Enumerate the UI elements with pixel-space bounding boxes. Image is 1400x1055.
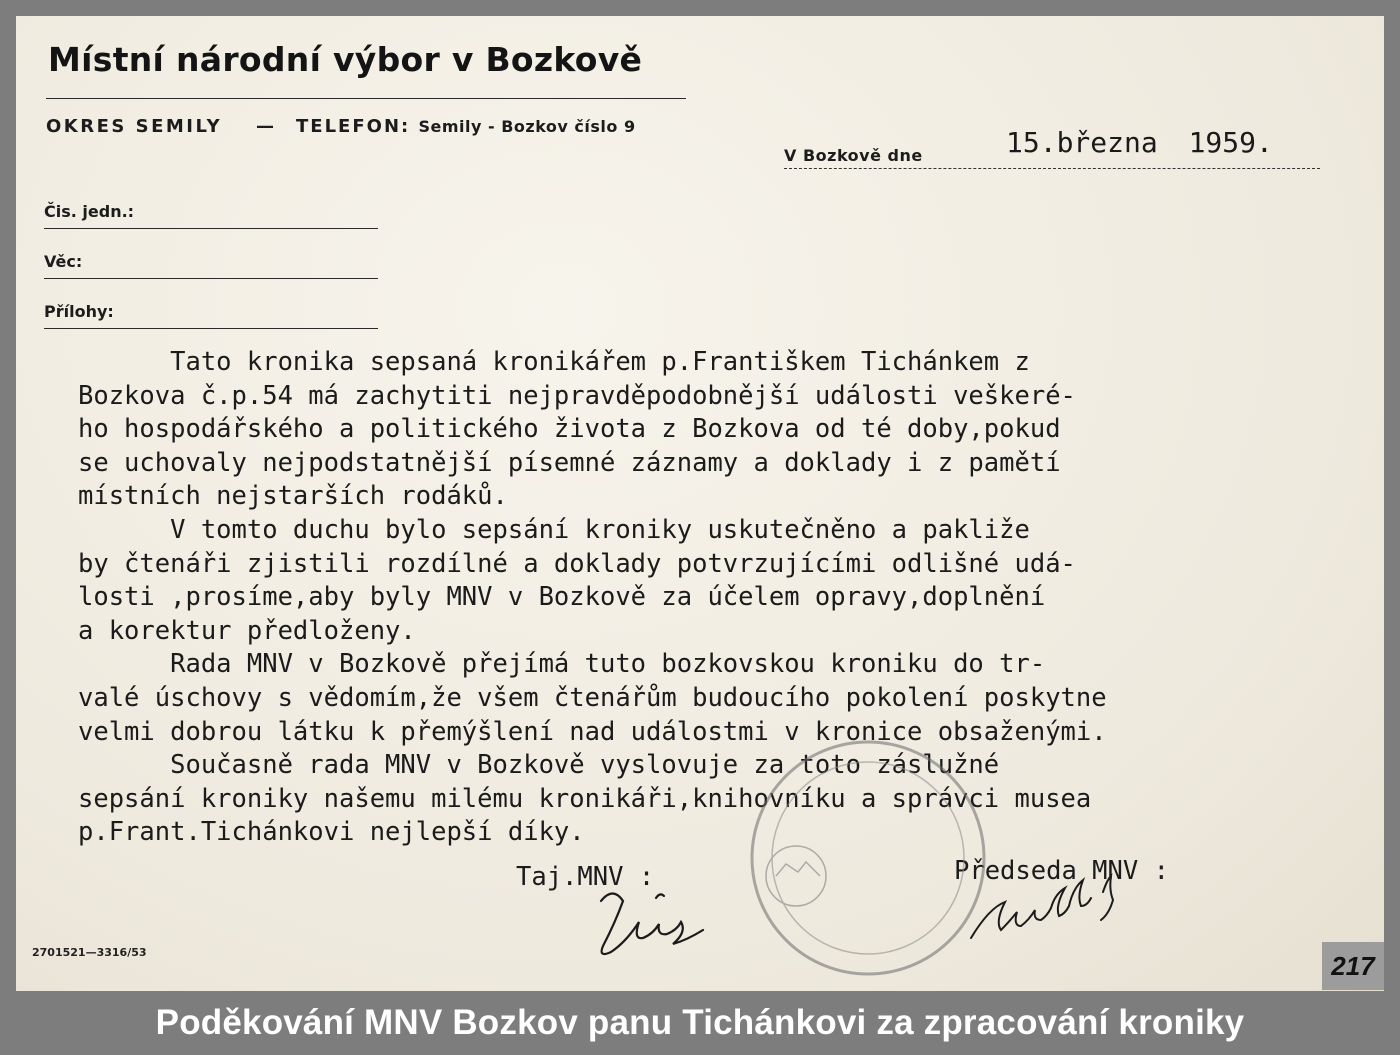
- signature-secretary-icon: [601, 894, 703, 955]
- reference-number-label: Čis. jedn.:: [44, 202, 135, 221]
- body-line: velmi dobrou látku k přemýšlení nad událostmi v kronice obsaženými.: [78, 716, 1107, 747]
- chairman-label: Předseda MNV :: [954, 856, 1169, 886]
- body-line: by čtenáři zjistili rozdílné a doklady potvrzujícími odlišné udá-: [78, 548, 1076, 579]
- body-line: sepsání kroniky našemu milému kronikáři,knihovníku a správci musea: [78, 783, 1092, 814]
- stamp-and-signatures: [16, 16, 1384, 991]
- letterhead-title: Místní národní výbor v Bozkově: [48, 40, 643, 79]
- attachments-label: Přílohy:: [44, 302, 114, 321]
- page-number-badge: 217: [1322, 942, 1384, 990]
- subject-label: Věc:: [44, 252, 83, 271]
- body-line: se uchovaly nejpodstatnější písemné záznamy a doklady i z pamětí: [78, 447, 1061, 478]
- phone-label: TELEFON:: [296, 116, 411, 137]
- letterhead-district: OKRES SEMILY: [46, 116, 223, 137]
- body-line: Rada MNV v Bozkově přejímá tuto bozkovskou kroniku do tr-: [78, 649, 1046, 680]
- phone-value: Semily - Bozkov číslo 9: [418, 117, 636, 136]
- body-line: ho hospodářského a politického života z Bozkova od té doby,pokud: [78, 414, 1061, 445]
- date-value: 15.března 1959.: [1006, 126, 1273, 159]
- date-label: V Bozkově dne: [784, 146, 923, 165]
- body-line: Tato kronika sepsaná kronikářem p.Františkem Tichánkem z: [78, 347, 1030, 377]
- caption: Poděkování MNV Bozkov panu Tichánkovi za zpracování kroniky: [155, 1003, 1245, 1042]
- body-line: valé úschovy s vědomím,že všem čtenářům budoucího pokolení poskytne: [78, 682, 1107, 713]
- secretary-label: Taj.MNV :: [516, 862, 655, 892]
- body-line: p.Frant.Tichánkovi nejlepší díky.: [78, 817, 585, 848]
- body-line: Bozkova č.p.54 má zachytiti nejpravděpodobnější události veškeré-: [78, 380, 1076, 411]
- body-line: místních nejstarších rodáků.: [78, 481, 508, 512]
- body-line: a korektur předloženy.: [78, 615, 416, 646]
- body-line: Současně rada MNV v Bozkově vyslovuje za toto záslužné: [78, 750, 1000, 781]
- document-sheet: [16, 16, 1384, 991]
- print-code: 2701521—3316/53: [32, 946, 147, 959]
- stamp-icon: [752, 742, 984, 974]
- signature-chairman-icon: [971, 876, 1113, 938]
- letterhead-dash: —: [256, 116, 277, 137]
- body-line: V tomto duchu bylo sepsání kroniky uskutečněno a pakliže: [78, 514, 1030, 545]
- body-line: losti ,prosíme,aby byly MNV v Bozkově za účelem opravy,doplnění: [78, 582, 1046, 613]
